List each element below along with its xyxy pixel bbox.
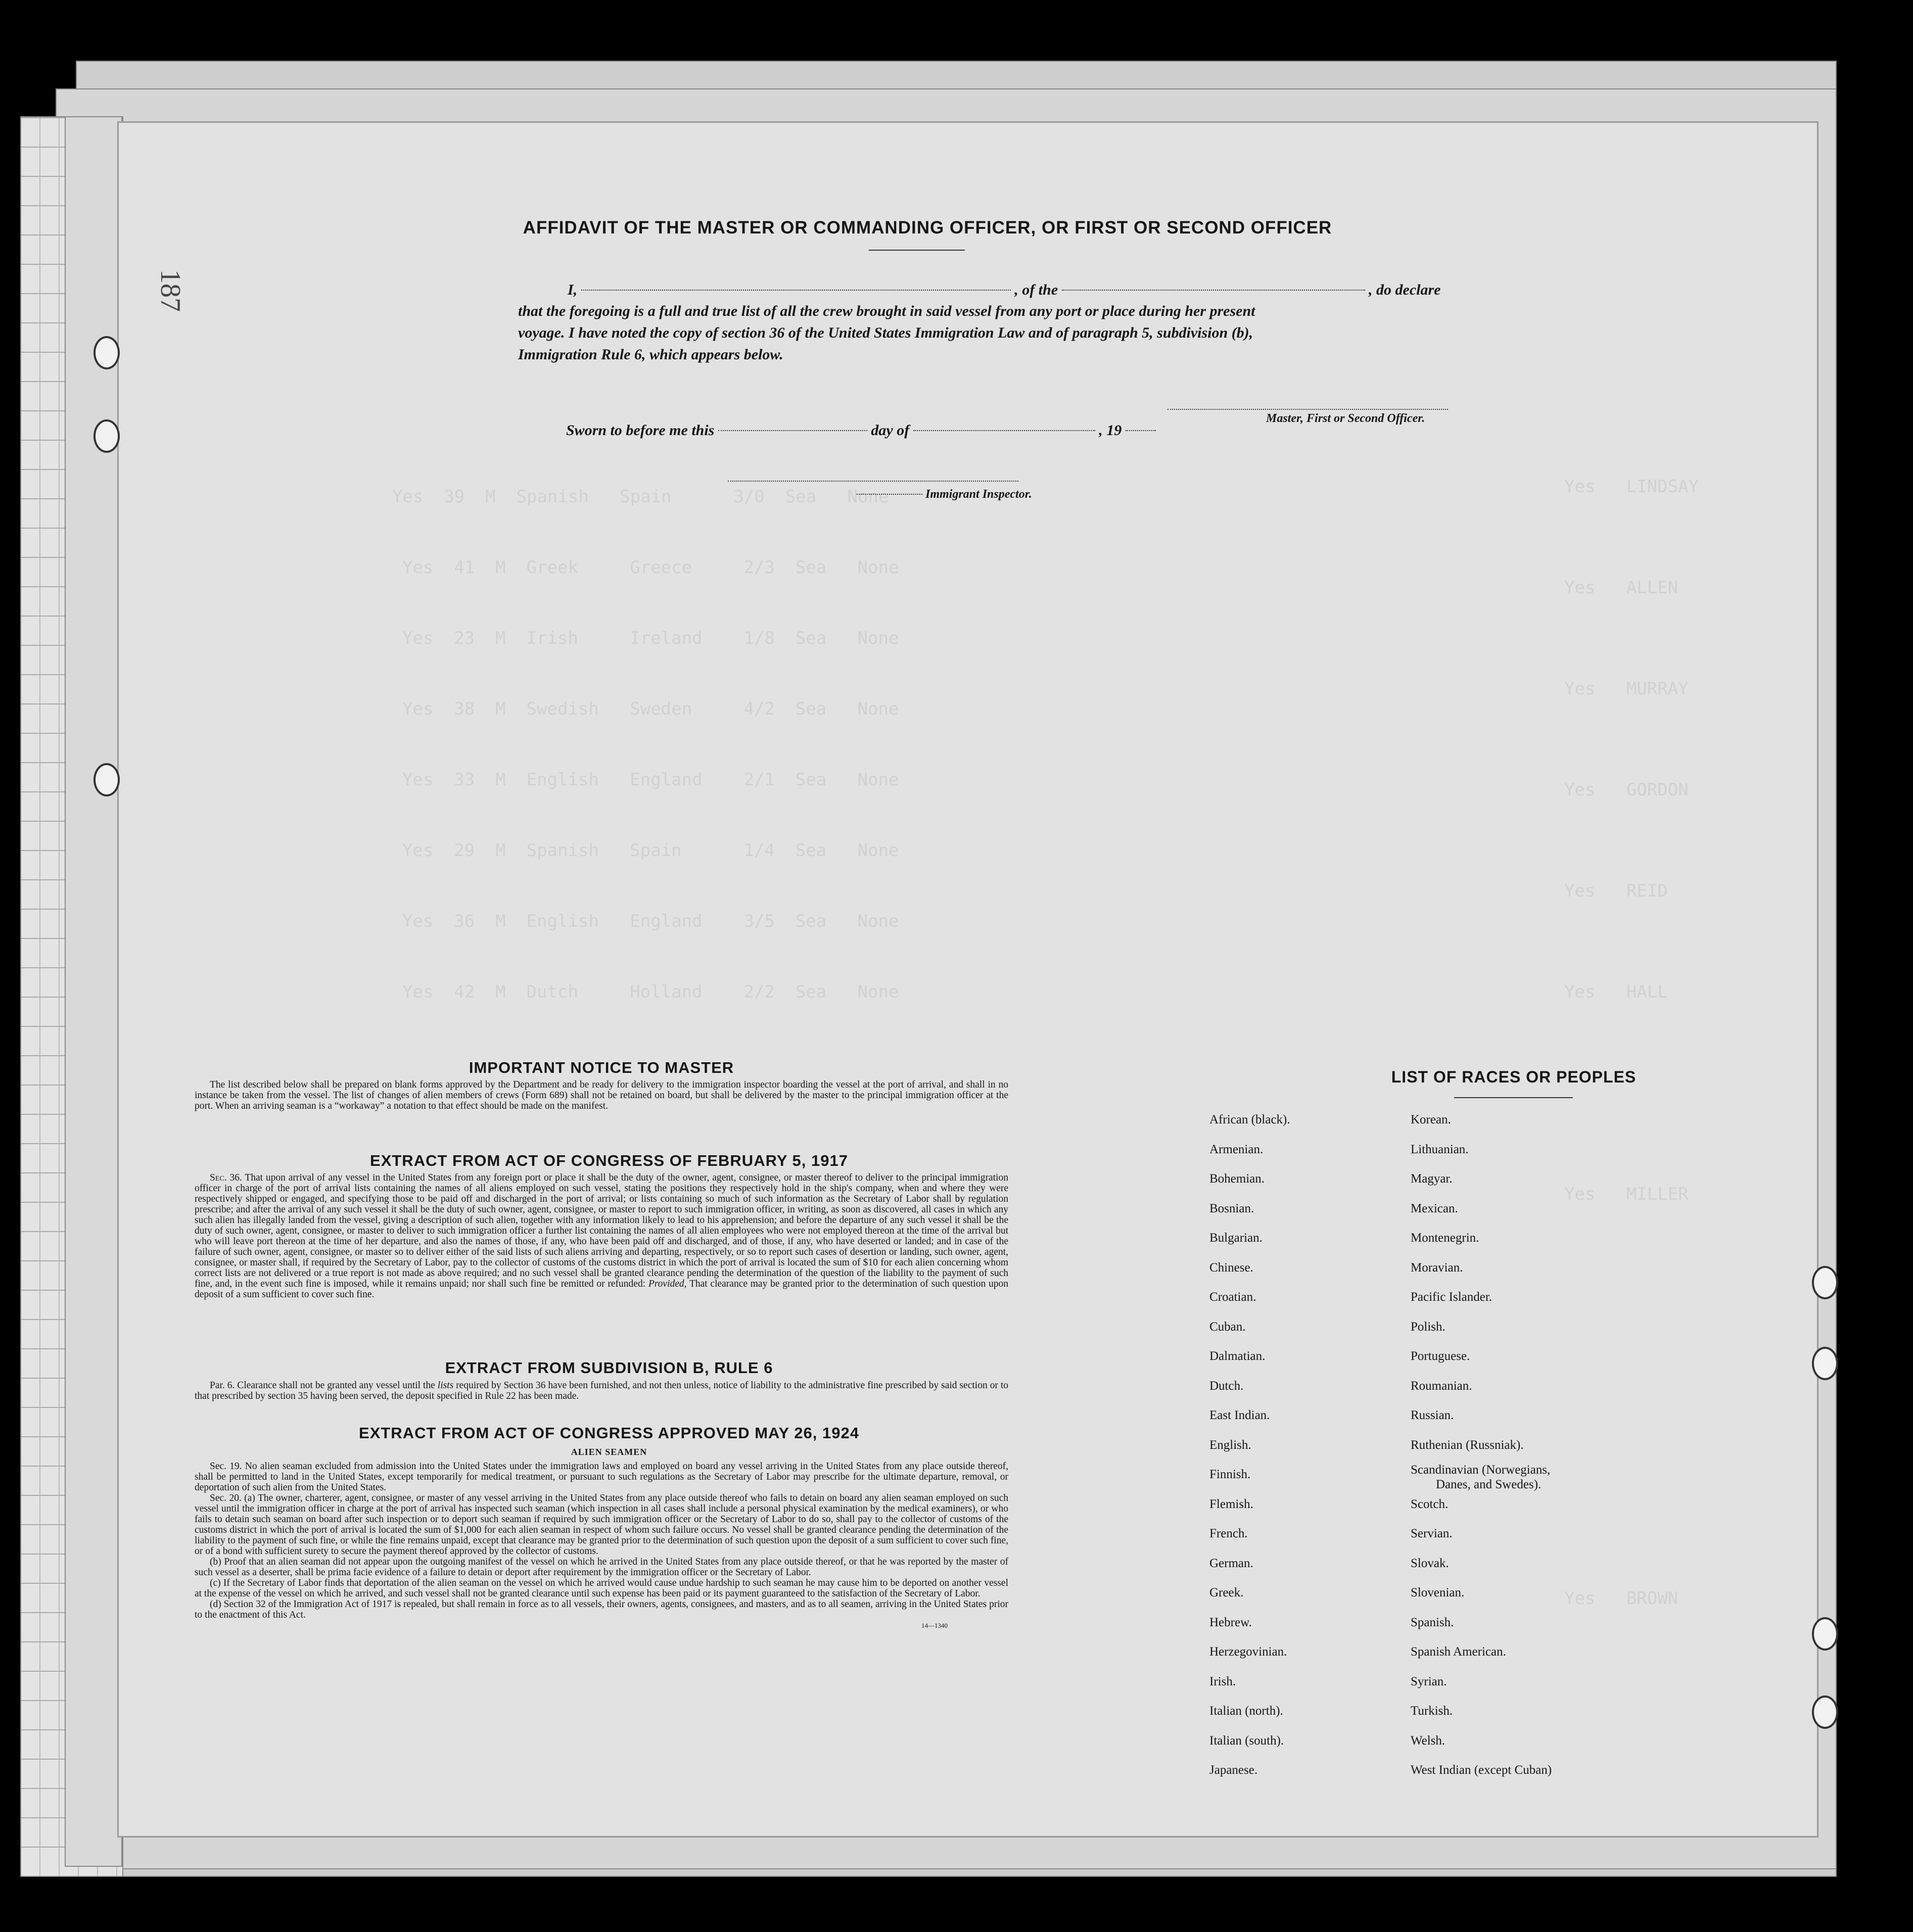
race-item: Bosnian. — [1209, 1201, 1254, 1215]
bleed-through-row: Yes LINDSAY — [1564, 477, 1699, 497]
races-title-underline — [1454, 1097, 1573, 1098]
document-page — [117, 121, 1818, 1837]
race-item: Italian (north). — [1209, 1704, 1283, 1718]
sec-20d-text: (d) Section 32 of the Immigration Act of 1917 is repealed, but shall remain in force as to all vessels, their owners, agents, consignees, and masters, and as to all seamen, arriving in the United States prior to the enactment of this Act. — [195, 1599, 1008, 1620]
margin-number: 187 — [155, 269, 186, 312]
affidavit-line-3: voyage. I have noted the copy of section 36 of the United States Immigration Law and of paragraph 5, subdivision (b), — [518, 324, 1253, 341]
bleed-through-row: Yes 42 M Dutch Holland 2/2 Sea None — [382, 982, 899, 1002]
race-item: Bulgarian. — [1209, 1231, 1263, 1245]
bleed-through-row: Yes 29 M Spanish Spain 1/4 Sea None — [382, 840, 899, 861]
bleed-through-row: Yes 41 M Greek Greece 2/3 Sea None — [382, 557, 899, 578]
race-item: Moravian. — [1411, 1260, 1463, 1275]
race-item: Servian. — [1411, 1527, 1453, 1540]
race-item: Dalmatian. — [1209, 1349, 1266, 1363]
extract-1917-text — [195, 1172, 1008, 1300]
bleed-through-row: Yes 23 M Irish Ireland 1/8 Sea None — [382, 628, 899, 648]
notice-title: IMPORTANT NOTICE TO MASTER — [469, 1059, 734, 1076]
extract-1924-title: EXTRACT FROM ACT OF CONGRESS APPROVED MAY 26, 1924 — [359, 1424, 859, 1442]
bleed-through-row: Yes 33 M English England 2/1 Sea None — [382, 770, 899, 790]
punch-hole — [94, 763, 120, 796]
race-item: Slovak. — [1411, 1556, 1449, 1570]
race-item: Magyar. — [1411, 1172, 1453, 1186]
race-item: Korean. — [1411, 1113, 1451, 1126]
race-item: Pacific Islander. — [1411, 1290, 1492, 1304]
race-item: East Indian. — [1209, 1408, 1270, 1422]
month-blank[interactable] — [913, 430, 1095, 431]
punch-hole — [1812, 1347, 1838, 1380]
race-item-scandinavian: Scandinavian (Norwegians, — [1411, 1463, 1551, 1477]
extract-1917-title: EXTRACT FROM ACT OF CONGRESS OF FEBRUARY 5, 1917 — [370, 1152, 848, 1169]
sec-20b-text: (b) Proof that an alien seaman did not appear upon the outgoing manifest of the vessel on which he arrived in the United States from any place outside thereof, or that he was reported by the master of such vessel as a deserter, shall be prima facie evidence of a failure to detain or deport after requirement by the immigration officer or the Secretary of Labor. — [195, 1557, 1008, 1578]
bleed-through-row: Yes GORDON — [1564, 780, 1689, 800]
day-of-label: day of — [871, 422, 910, 439]
race-item: Syrian. — [1411, 1674, 1447, 1688]
notice-text: The list described below shall be prepared on blank forms approved by the Department and be ready for delivery to the immigration inspector boarding the vessel at the port of arrival, and shall in no instance be taken from the vessel. The list of changes of alien members of crews (Form 689) shall not be retained on board, but shall be delivered by the master to the principal immigration officer at the port. When an arriving seaman is a “workaway” a notation to that effect should be made on the manifest. — [195, 1079, 1008, 1111]
form-number: 14—1340 — [921, 1622, 948, 1629]
bleed-through-row: Yes HALL — [1564, 982, 1668, 1002]
race-item: Cuban. — [1209, 1320, 1246, 1334]
race-item: Chinese. — [1209, 1260, 1253, 1275]
inspector-signature-line[interactable] — [728, 481, 1018, 482]
extract-1924-text — [195, 1461, 1008, 1631]
race-item-scandinavian-cont: Danes, and Swedes). — [1436, 1478, 1542, 1491]
name-blank[interactable] — [581, 290, 1011, 291]
bleed-through-row: Yes 36 M English England 3/5 Sea None — [382, 911, 899, 931]
race-item: Slovenian. — [1411, 1586, 1465, 1599]
sec-20a-text: Sec. 20. (a) The owner, charterer, agent, consignee, or master of any vessel arriving in the United States from any place outside thereof who fails to detain on board any alien seaman employed on such vessel until the immigration officer in charge at the port of arrival has inspected such seaman (which inspection in all cases shall include a personal physical examination by the medical examiners), or who fails to detain such seaman on board after such inspection or to deport such seaman if required by such immigration officer or the Secretary of Labor to do so, shall pay to the collector of customs of the customs district in which the port of arrival is located the sum of $1,000 for each alien seaman in respect of whom such failure occurs. No vessel shall be granted clearance pending the determination of the liability to the payment of such fine, or while the fine remains unpaid, except that clearance may be granted prior to the determination of such question upon the deposit of a sum sufficient to cover such fine, or of a bond with sufficient surety to secure the payment thereof approved by the collector of customs. — [195, 1493, 1008, 1557]
extract-rule6-title: EXTRACT FROM SUBDIVISION B, RULE 6 — [445, 1359, 773, 1377]
sec-20c-text: (c) If the Secretary of Labor finds that deportation of the alien seaman on the vessel on which he arrived would cause undue hardship to such seaman he may cause him to be deported on another vessel at the expense of the vessel on which he arrived, and such vessel shall not be granted clearance until such expense has been paid or its payment guaranteed to the satisfaction of the Secretary of Labor. — [195, 1578, 1008, 1599]
race-item: Flemish. — [1209, 1497, 1253, 1511]
punch-hole — [1812, 1695, 1838, 1729]
master-signature-line[interactable] — [1168, 409, 1448, 410]
master-signature-label: Master, First or Second Officer. — [1266, 412, 1425, 425]
left-page-edge — [65, 116, 122, 1867]
race-item: Dutch. — [1209, 1379, 1244, 1393]
race-item: English. — [1209, 1438, 1251, 1452]
race-item: Finnish. — [1209, 1468, 1251, 1481]
bleed-through-row: Yes 38 M Swedish Sweden 4/2 Sea None — [382, 699, 899, 719]
race-item: Japanese. — [1209, 1763, 1258, 1777]
affidavit-line-2: that the foregoing is a full and true list of all the crew brought in said vessel from any port or place during her present — [518, 303, 1255, 319]
race-item: Croatian. — [1209, 1290, 1256, 1304]
par-6-body: Par. 6. Clearance shall not be granted any vessel until the — [210, 1380, 435, 1391]
race-item: Montenegrin. — [1411, 1231, 1479, 1245]
inspector-line — [857, 488, 1032, 501]
sworn-line — [566, 422, 1156, 439]
provided-label: Provided, — [648, 1279, 687, 1289]
title-underline — [869, 250, 965, 251]
vessel-blank[interactable] — [1062, 290, 1365, 291]
race-item: Portuguese. — [1411, 1349, 1470, 1363]
sec-36-label: Sec. 36. — [210, 1172, 242, 1183]
race-item — [1411, 1460, 1552, 1490]
races-title: LIST OF RACES OR PEOPLES — [1391, 1068, 1637, 1086]
races-column-1 — [1209, 1105, 1290, 1785]
race-item: Polish. — [1411, 1320, 1445, 1334]
race-item: Lithuanian. — [1411, 1142, 1469, 1156]
sec-36-end: That clearance may be granted prior to the determination of such question upon deposit of a sum sufficient to cover such fine. — [195, 1279, 1009, 1300]
punch-hole — [94, 419, 120, 453]
race-item: West Indian (except Cuban) — [1411, 1763, 1552, 1777]
lists-word: lists — [437, 1380, 454, 1391]
race-item: Welsh. — [1411, 1733, 1445, 1748]
race-item: Bohemian. — [1209, 1172, 1265, 1186]
race-item: Irish. — [1209, 1674, 1236, 1688]
of-the-label: , of the — [1014, 281, 1058, 298]
race-item: German. — [1209, 1556, 1253, 1570]
sec-19-text: Sec. 19. No alien seaman excluded from admission into the United States under the immigration laws and employed on board any vessel arriving in the United States from any place outside thereof, shall be permitted to land in the United States, except temporarily for medical treatment, or pursuant to such regulations as the Secretary of Labor may prescribe for the ultimate departure, removal, or deportation of such alien from the United States. — [195, 1461, 1008, 1493]
bleed-through-row: Yes MURRAY — [1564, 679, 1689, 699]
year-blank[interactable] — [1126, 430, 1156, 431]
race-item: Hebrew. — [1209, 1615, 1252, 1629]
sworn-date-blank[interactable] — [718, 430, 867, 431]
race-item: Mexican. — [1411, 1201, 1458, 1215]
sec-36-body: That upon arrival of any vessel in the United States from any foreign port or place it shall be the duty of the owner, agent, consignee, or master thereof to deliver to the principal immigration officer in charge of the port of arrival lists containing the names of all aliens employed on such vessel, stating the positions they respectively hold in the ship's company, when and where they were respectively shipped or engaged, and specifying those to be paid off and discharged in the port of arrival; or lists containing so much of such information as the Secretary of Labor shall by regulation prescribe; and after the arrival of any such vessel it shall be the duty of such owner, agent, consignee, or master to report to such immigration officer, in writing, as soon as discovered, all cases in which any such alien has illegally landed from the vessel, giving a description of such alien, together with any information likely to lead to his apprehension; and before the departure of any such vessel it shall be the duty of such owner, agent, consignee, or master to deliver to such immigration officer a further list containing the names of all alien employees who were not employed thereon at the time of the arrival but who will leave port thereon at the time of her departure, and also the names of those, if any, who have been paid off and discharged, and of those, if any, who have deserted or landed; and in case of the failure of such owner, agent, consignee, or master so to deliver either of the said lists of such aliens arriving and departing, respectively, or so to report such cases of desertion or landing, such owner, agent, consignee, or master shall, if required by the Secretary of Labor, pay to the collector of customs of the customs district in which the port of arrival is located the sum of $10 for each alien concerning whom correct lists are not delivered or a true report is not made as above required; and no such vessel shall be granted clearance pending the determination of the question of the liability to the payment of such fine, and, in the event such fine is imposed, while it remains unpaid; nor shall such fine be remitted or refunded: — [195, 1172, 1008, 1289]
race-item: Greek. — [1209, 1586, 1244, 1599]
affidavit-line-4: Immigration Rule 6, which appears below. — [518, 346, 783, 363]
race-item: Ruthenian (Russniak). — [1411, 1438, 1524, 1452]
do-declare-label: , do declare — [1369, 281, 1441, 298]
race-item: Italian (south). — [1209, 1733, 1284, 1748]
race-item: French. — [1209, 1527, 1248, 1540]
race-item: Turkish. — [1411, 1704, 1453, 1718]
punch-hole — [1812, 1266, 1838, 1299]
extract-rule6-text — [195, 1380, 1008, 1401]
race-item: African (black). — [1209, 1113, 1290, 1126]
punch-hole — [1812, 1617, 1838, 1651]
alien-seamen-subtitle: ALIEN SEAMEN — [571, 1447, 647, 1457]
i-label: I, — [568, 281, 578, 298]
punch-hole — [94, 336, 120, 369]
bleed-through-row: Yes BROWN — [1564, 1588, 1678, 1609]
sworn-label: Sworn to before me this — [566, 422, 715, 439]
race-item: Armenian. — [1209, 1142, 1264, 1156]
inspector-dash — [857, 494, 922, 495]
par-6-end: required by Section 36 have been furnished, and not then unless, notice of liability to the administrative fine prescribed by said section or to that prescribed by section 35 having been served, the deposit specified in Rule 22 has been made. — [195, 1380, 1009, 1401]
race-item: Russian. — [1411, 1408, 1454, 1422]
bleed-through-row: Yes REID — [1564, 881, 1668, 901]
race-item: Spanish American. — [1411, 1645, 1506, 1659]
race-item: Roumanian. — [1411, 1379, 1472, 1393]
bleed-through-row: Yes 39 M Spanish Spain 3/0 Sea None — [371, 487, 889, 507]
race-item: Spanish. — [1411, 1615, 1454, 1629]
bleed-through-row: Yes ALLEN — [1564, 578, 1678, 598]
year-label: , 19 — [1099, 422, 1122, 439]
races-column-2 — [1411, 1105, 1552, 1785]
bleed-through-row: Yes MILLER — [1564, 1184, 1689, 1204]
affidavit-line-1 — [568, 281, 1440, 299]
inspector-label: Immigrant Inspector. — [925, 488, 1032, 501]
affidavit-title: AFFIDAVIT OF THE MASTER OR COMMANDING OFFICER, OR FIRST OR SECOND OFFICER — [523, 218, 1332, 238]
race-item: Scotch. — [1411, 1497, 1449, 1511]
race-item: Herzegovinian. — [1209, 1645, 1287, 1659]
